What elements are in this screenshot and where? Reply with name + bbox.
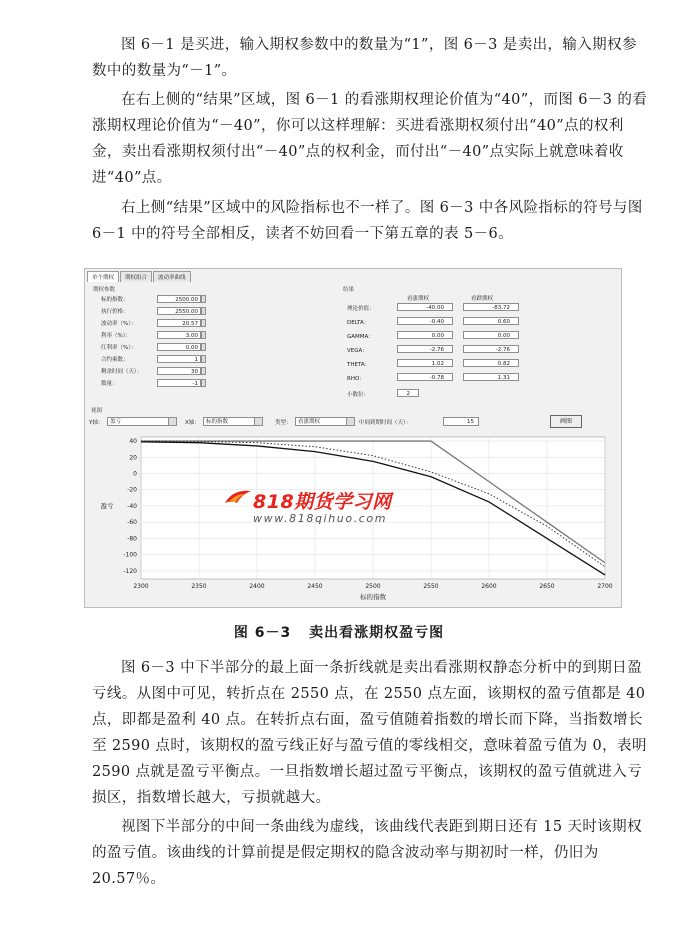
result-row bbox=[347, 331, 547, 341]
paragraph-1: 图 6－1 是买进，输入期权参数中的数量为“1”，图 6－3 是卖出，输入期权参数中的数量为“－1”。 bbox=[92, 37, 637, 79]
draw-button[interactable]: 画图 bbox=[550, 415, 582, 428]
x-tick-label: 2450 bbox=[307, 583, 323, 590]
decimals-row bbox=[347, 389, 547, 399]
option-analyzer-screenshot bbox=[84, 268, 622, 608]
paragraph-5: 视图下半部分的中间一条曲线为虚线，该曲线代表距到期日还有 15 天时该期权的盈亏值。该曲线的计算前提是假定期权的隐含波动率与期初时一样，仍旧为 20.57％。 bbox=[92, 819, 642, 887]
param-label: 红利率（%）： bbox=[101, 345, 137, 351]
x-axis-control bbox=[185, 417, 275, 427]
param-input[interactable]: 2550.00 bbox=[157, 307, 201, 315]
result-row bbox=[347, 359, 547, 369]
x-tick-label: 2650 bbox=[539, 583, 555, 590]
y-tick-label: 0 bbox=[133, 470, 137, 478]
paragraph-3: 右上侧“结果”区域中的风险指标也不一样了。图 6－3 中各风险指标的符号与图 6－1 中的符号全部相反，读者不妨回看一下第五章的表 5－6。 bbox=[92, 200, 643, 242]
y-axis-control bbox=[89, 417, 179, 427]
decimals-input[interactable]: 2 bbox=[397, 389, 419, 397]
result-call-value: -40.00 bbox=[397, 303, 453, 311]
y-axis-select[interactable] bbox=[107, 417, 177, 426]
results-col-put: 看跌期权 bbox=[471, 296, 494, 302]
param-input[interactable]: -1 bbox=[157, 379, 201, 387]
type-label: 类型： bbox=[275, 420, 292, 426]
result-label: GAMMA： bbox=[347, 334, 374, 340]
y-axis-label: Y轴： bbox=[89, 420, 104, 426]
caption-title: 卖出看涨期权盈亏图 bbox=[309, 625, 445, 641]
param-label: 合约乘数： bbox=[101, 357, 129, 363]
x-axis-label: X轴： bbox=[185, 420, 200, 426]
params-group-title: 期权参数 bbox=[93, 287, 116, 293]
x-axis-select[interactable] bbox=[203, 417, 263, 426]
watermark-brand: 818期货学习网 bbox=[253, 491, 392, 513]
param-row bbox=[101, 355, 211, 364]
tab-single-option[interactable]: 单个期权 bbox=[87, 271, 119, 282]
param-spinner[interactable] bbox=[201, 307, 206, 315]
param-row bbox=[101, 295, 211, 304]
result-label: RHO： bbox=[347, 376, 365, 382]
mid-days-control bbox=[359, 417, 489, 427]
y-tick-label: 20 bbox=[129, 454, 137, 462]
watermark-url: www.818qihuo.com bbox=[253, 512, 388, 525]
paragraph-4: 图 6－3 中下半部分的最上面一条折线就是卖出看涨期权静态分析中的到期日盈亏线。从图中可见，转折点在 2550 点，在 2550 点左面，该期权的盈亏值都是 40 点，即都是盈利 40 点。在转折点右面，盈亏值随着指数的增长而下降，当指数增长至 2590 点时，该期权的盈亏线正好与盈亏值的零线相交，意味着盈亏值为 0，表明 2590 点就是盈亏平衡点。一旦指数增长超过盈亏平衡点，该期权的盈亏值就进入亏损区，指数增长越大，亏损就越大。 bbox=[92, 660, 647, 806]
type-select[interactable] bbox=[295, 417, 355, 426]
param-spinner[interactable] bbox=[201, 367, 206, 375]
y-axis-title: 盈亏 bbox=[100, 502, 114, 510]
x-tick-label: 2500 bbox=[365, 583, 381, 590]
param-input[interactable]: 20.57 bbox=[157, 319, 201, 327]
result-row bbox=[347, 373, 547, 383]
result-call-value: 1.02 bbox=[397, 359, 453, 367]
param-label: 执行价格： bbox=[101, 309, 129, 315]
result-call-value: 0.00 bbox=[397, 331, 453, 339]
param-row bbox=[101, 331, 211, 340]
param-spinner[interactable] bbox=[201, 319, 206, 327]
y-tick-label: -120 bbox=[123, 567, 137, 575]
type-value: 看涨期权 bbox=[298, 419, 321, 425]
param-spinner[interactable] bbox=[201, 343, 206, 351]
param-spinner[interactable] bbox=[201, 355, 206, 363]
param-label: 利率（%）： bbox=[101, 333, 131, 339]
result-row bbox=[347, 345, 547, 355]
param-spinner[interactable] bbox=[201, 379, 206, 387]
paragraph-2: 在右上侧的“结果”区域，图 6－1 的看涨期权理论价值为“40”，而图 6－3 的看涨期权理论价值为“－40”，你可以这样理解：买进看涨期权须付出“40”点的权利金，卖出看涨期权须付出“－40”点的权利金，而付出“－40”点实际上就意味着收进“40”点。 bbox=[92, 92, 648, 186]
y-tick-label: 40 bbox=[129, 438, 137, 446]
param-row bbox=[101, 343, 211, 352]
view-group-title: 视图 bbox=[91, 408, 103, 414]
result-call-value: -0.78 bbox=[397, 373, 453, 381]
param-input[interactable]: 1 bbox=[157, 355, 201, 363]
result-label: VEGA： bbox=[347, 348, 368, 354]
param-row bbox=[101, 307, 211, 316]
y-tick-label: -20 bbox=[127, 486, 137, 494]
x-axis-title: 标的指数 bbox=[360, 593, 386, 601]
figure-caption bbox=[0, 622, 678, 642]
result-put-value: -2.76 bbox=[463, 345, 519, 353]
result-row bbox=[347, 303, 547, 313]
param-label: 数量： bbox=[101, 381, 118, 387]
result-put-value: 0.60 bbox=[463, 317, 519, 325]
decimals-label: 小数位： bbox=[347, 392, 370, 398]
result-label: 理论价值： bbox=[347, 306, 375, 312]
x-axis-value: 标的指数 bbox=[206, 419, 229, 425]
x-tick-label: 2600 bbox=[481, 583, 497, 590]
result-label: THETA： bbox=[347, 362, 371, 368]
result-label: DELTA： bbox=[347, 320, 370, 326]
param-input[interactable]: 2500.00 bbox=[157, 295, 201, 303]
caption-number: 图 6－3 bbox=[233, 625, 292, 641]
result-put-value: 1.31 bbox=[463, 373, 519, 381]
y-tick-label: -60 bbox=[127, 519, 137, 527]
tab-volatility-curve[interactable]: 波动率曲线 bbox=[153, 271, 191, 282]
tab-option-portfolio[interactable]: 期权组合 bbox=[120, 271, 152, 282]
param-label: 剩余时间（天）： bbox=[101, 369, 143, 375]
param-row bbox=[101, 367, 211, 376]
x-tick-label: 2700 bbox=[597, 583, 613, 590]
param-input[interactable]: 3.00 bbox=[157, 331, 201, 339]
result-put-value: -83.72 bbox=[463, 303, 519, 311]
results-group-title: 结果 bbox=[343, 287, 355, 293]
y-tick-label: -80 bbox=[127, 535, 137, 543]
y-axis-value: 盈亏 bbox=[110, 419, 122, 425]
param-input[interactable]: 30 bbox=[157, 367, 201, 375]
mid-days-input[interactable]: 15 bbox=[443, 417, 479, 426]
param-spinner[interactable] bbox=[201, 295, 206, 303]
tab-strip bbox=[87, 271, 192, 282]
x-tick-label: 2400 bbox=[249, 583, 265, 590]
result-put-value: 0.00 bbox=[463, 331, 519, 339]
param-label: 标的指数： bbox=[101, 297, 129, 303]
param-row bbox=[101, 319, 211, 328]
x-tick-label: 2300 bbox=[133, 583, 149, 590]
result-call-value: -2.76 bbox=[397, 345, 453, 353]
result-row bbox=[347, 317, 547, 327]
flame-logo-icon bbox=[223, 487, 253, 507]
y-tick-label: -40 bbox=[127, 502, 137, 510]
result-call-value: -0.40 bbox=[397, 317, 453, 325]
results-col-call: 看涨期权 bbox=[407, 296, 430, 302]
x-tick-label: 2350 bbox=[191, 583, 207, 590]
param-label: 波动率（%）： bbox=[101, 321, 137, 327]
param-input[interactable]: 0.00 bbox=[157, 343, 201, 351]
x-tick-label: 2550 bbox=[423, 583, 439, 590]
y-tick-label: -100 bbox=[123, 551, 137, 559]
param-spinner[interactable] bbox=[201, 331, 206, 339]
param-row bbox=[101, 379, 211, 388]
mid-days-label: 中间到期时间（天）： bbox=[359, 420, 412, 426]
result-put-value: 0.82 bbox=[463, 359, 519, 367]
